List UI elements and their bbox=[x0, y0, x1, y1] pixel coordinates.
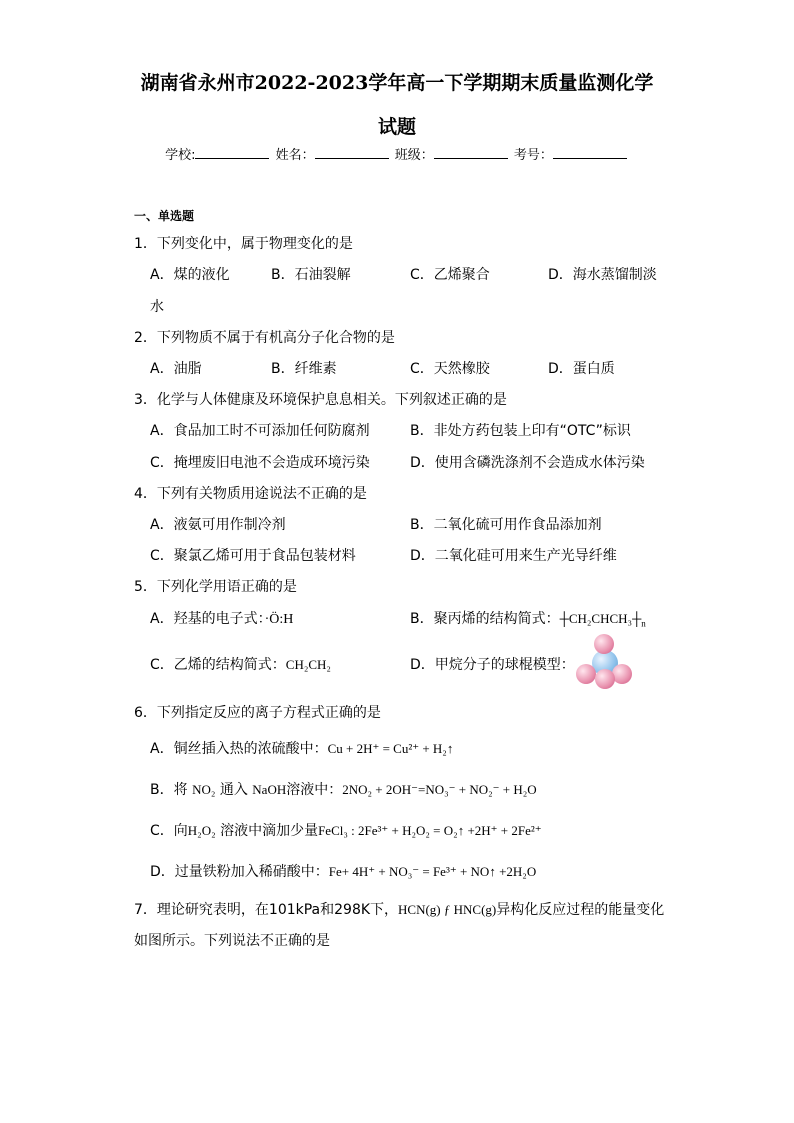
q3-option-a: A．食品加工时不可添加任何防腐剂 bbox=[150, 423, 370, 439]
q1-option-c: C．乙烯聚合 bbox=[410, 267, 490, 283]
q2-option-d: D．蛋白质 bbox=[548, 361, 615, 377]
q1-option-a: A．煤的液化 bbox=[150, 267, 230, 283]
q6-option-d: D．过量铁粉加入稀硝酸中：Fe+ 4H⁺ + NO₃⁻ = Fe³⁺ + NO↑ +2H₂O bbox=[150, 864, 537, 880]
q6-option-b: B．将 NO₂ 通入 NaOH溶液中：2NO₂ + 2OH⁻=NO₃⁻ + NO₂⁻ + H₂O bbox=[150, 782, 537, 798]
q5-option-b: B．聚丙烯的结构简式：$┼CH_2CHCH_3┼_n$ bbox=[410, 611, 646, 629]
q4-option-a: A．液氨可用作制冷剂 bbox=[150, 517, 286, 533]
q6-option-c: C．向H₂O₂ 溶液中滴加少量FeCl₃ : 2Fe³⁺ + H₂O₂ = O₂↑ +2H⁺ + 2Fe²⁺ bbox=[150, 823, 542, 839]
q5-option-d: D．甲烷分子的球棍模型： bbox=[410, 657, 575, 673]
school-label: 学校: bbox=[165, 148, 196, 163]
name-label: 姓名： bbox=[275, 148, 315, 163]
q3-option-d: D．使用含磷洗涤剂不会造成水体污染 bbox=[410, 455, 645, 471]
question-6-stem: 6．下列指定反应的离子方程式正确的是 bbox=[134, 705, 381, 721]
page-title-continued: 试题 bbox=[377, 116, 416, 138]
exam-number-blank[interactable] bbox=[553, 146, 627, 159]
q6-b-equation: 2NO₂ + 2OH⁻=NO₃⁻ + NO₂⁻ + H₂O bbox=[342, 782, 537, 797]
q4-option-d: D．二氧化硅可用来生产光导纤维 bbox=[410, 548, 617, 564]
q2-option-c: C．天然橡胶 bbox=[410, 361, 490, 377]
q5-option-a: A．羟基的电子式：·Ö:H bbox=[150, 611, 294, 627]
q7-isomerization-formula: HCN(g) ƒ HNC(g) bbox=[398, 902, 497, 917]
question-7-stem-line2: 如图所示。下列说法不正确的是 bbox=[134, 933, 330, 949]
q2-option-a: A．油脂 bbox=[150, 361, 202, 377]
class-label: 班级： bbox=[394, 148, 434, 163]
question-4-stem: 4．下列有关物质用途说法不正确的是 bbox=[134, 486, 367, 502]
hydroxyl-electron-formula: ·Ö:H bbox=[264, 612, 294, 627]
q6-c-equation: FeCl₃ : 2Fe³⁺ + H₂O₂ = O₂↑ +2H⁺ + 2Fe²⁺ bbox=[318, 823, 542, 838]
exam-number-label: 考号： bbox=[513, 148, 553, 163]
question-3-stem: 3．化学与人体健康及环境保护息息相关。下列叙述正确的是 bbox=[134, 392, 507, 408]
q6-a-equation: Cu + 2H⁺ = Cu²⁺ + H₂↑ bbox=[327, 741, 454, 756]
student-info-line bbox=[0, 144, 794, 163]
section-heading: 一、单选题 bbox=[134, 209, 195, 223]
polypropylene-formula: $┼CH_2CHCH_3┼_n$ bbox=[559, 611, 646, 629]
ethylene-formula: CH₂CH₂ bbox=[285, 657, 331, 672]
page-title: 湖南省永州市2022-2023学年高一下学期期末质量监测化学 bbox=[140, 72, 654, 94]
q6-d-equation: Fe+ 4H⁺ + NO₃⁻ = Fe³⁺ + NO↑ +2H₂O bbox=[328, 864, 537, 879]
question-2-stem: 2．下列物质不属于有机高分子化合物的是 bbox=[134, 330, 395, 346]
school-blank[interactable] bbox=[195, 146, 269, 159]
q1-option-b: B．石油裂解 bbox=[271, 267, 351, 283]
question-5-stem: 5．下列化学用语正确的是 bbox=[134, 579, 297, 595]
question-7-stem: 7．理论研究表明，在101kPa和298K下，HCN(g) ƒ HNC(g)异构化反应过程的能量变化 bbox=[134, 902, 665, 918]
methane-ball-stick-model bbox=[574, 634, 634, 690]
q1-option-d: D．海水蒸馏制淡 bbox=[548, 267, 657, 283]
q1-option-d-wrap: 水 bbox=[150, 299, 164, 315]
name-blank[interactable] bbox=[315, 146, 389, 159]
question-1-stem: 1．下列变化中，属于物理变化的是 bbox=[134, 236, 353, 252]
q6-option-a: A．铜丝插入热的浓硫酸中：Cu + 2H⁺ = Cu²⁺ + H₂↑ bbox=[150, 741, 454, 757]
q4-option-b: B．二氧化硫可用作食品添加剂 bbox=[410, 517, 602, 533]
q4-option-c: C．聚氯乙烯可用于食品包装材料 bbox=[150, 548, 356, 564]
class-blank[interactable] bbox=[434, 146, 508, 159]
q3-option-b: B．非处方药包装上印有“OTC”标识 bbox=[410, 423, 631, 439]
q2-option-b: B．纤维素 bbox=[271, 361, 337, 377]
q5-option-c: C．乙烯的结构简式：CH₂CH₂ bbox=[150, 657, 331, 673]
q3-option-c: C．掩埋废旧电池不会造成环境污染 bbox=[150, 455, 370, 471]
